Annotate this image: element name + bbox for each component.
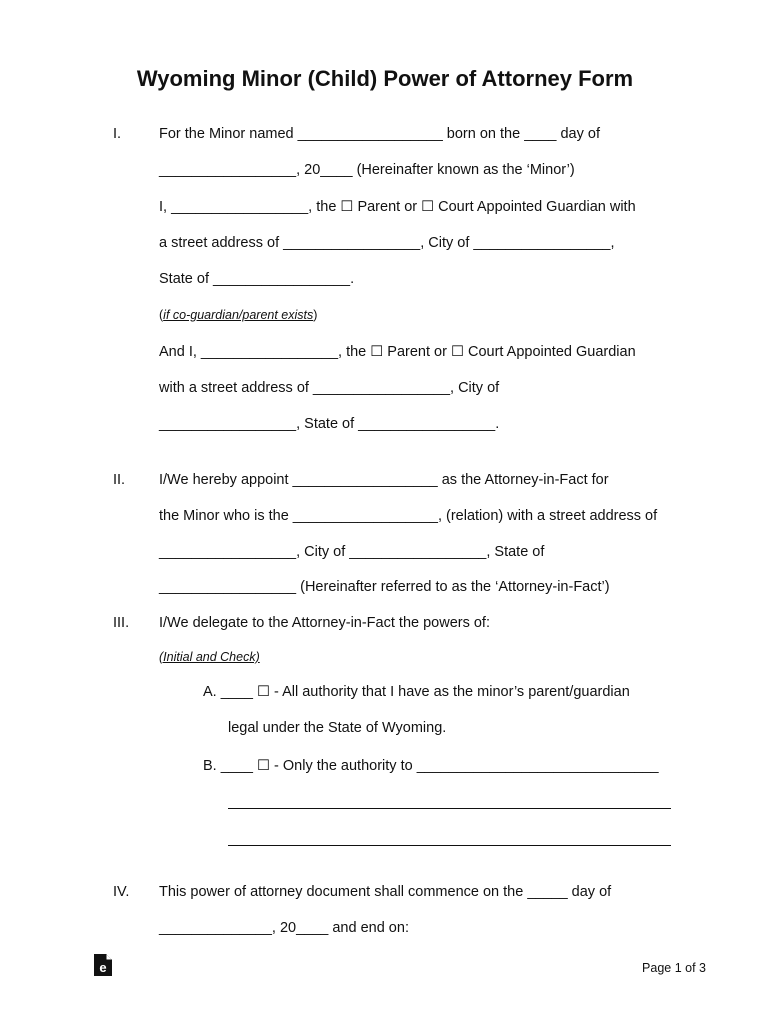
co-guardian-label: if co-guardian/parent exists bbox=[163, 308, 314, 322]
paren-open: ( bbox=[159, 308, 164, 322]
paren-close: ) bbox=[313, 308, 318, 322]
section-number: I. bbox=[113, 126, 122, 142]
form-line: the Minor who is the __________________, (relation) with a street address of bbox=[159, 508, 658, 524]
page-number: Page 1 of 3 bbox=[642, 961, 706, 975]
option-a-line: A. ____ ☐ - All authority that I have as the minor’s parent/guardian bbox=[203, 684, 630, 700]
section-number: II. bbox=[113, 472, 126, 488]
form-line: _________________, State of _________________. bbox=[159, 416, 500, 432]
page-title: Wyoming Minor (Child) Power of Attorney Form bbox=[136, 66, 634, 91]
svg-text:e: e bbox=[99, 960, 107, 975]
form-line: I/We delegate to the Attorney-in-Fact the powers of: bbox=[159, 615, 490, 631]
form-line: _________________, 20____ (Hereinafter known as the ‘Minor’) bbox=[159, 162, 575, 178]
option-b-line: B. ____ ☐ - Only the authority to ______________________________ bbox=[203, 758, 659, 774]
initial-and-check-note: (Initial and Check) bbox=[159, 650, 260, 664]
form-line: _________________, City of _________________, State of bbox=[159, 544, 545, 560]
blank-line bbox=[228, 808, 671, 809]
option-a-line-2: legal under the State of Wyoming. bbox=[228, 720, 447, 736]
form-line: I/We hereby appoint __________________ as the Attorney-in-Fact for bbox=[159, 472, 609, 488]
form-line: And I, _________________, the ☐ Parent or ☐ Court Appointed Guardian bbox=[159, 344, 636, 360]
form-line: State of _________________. bbox=[159, 271, 355, 287]
form-line: ______________, 20____ and end on: bbox=[159, 920, 409, 936]
form-line: For the Minor named __________________ born on the ____ day of bbox=[159, 126, 600, 142]
section-number: III. bbox=[113, 615, 130, 631]
form-line: with a street address of _________________, City of bbox=[159, 380, 500, 396]
blank-line bbox=[228, 845, 671, 846]
form-line: _________________ (Hereinafter referred to as the ‘Attorney-in-Fact’) bbox=[159, 579, 610, 595]
form-line: This power of attorney document shall commence on the _____ day of bbox=[159, 884, 612, 900]
form-line: a street address of _________________, City of _________________, bbox=[159, 235, 615, 251]
eforms-logo-icon bbox=[94, 954, 112, 976]
form-line: I, _________________, the ☐ Parent or ☐ Court Appointed Guardian with bbox=[159, 199, 636, 215]
section-number: IV. bbox=[113, 884, 130, 900]
co-guardian-note bbox=[159, 308, 317, 322]
